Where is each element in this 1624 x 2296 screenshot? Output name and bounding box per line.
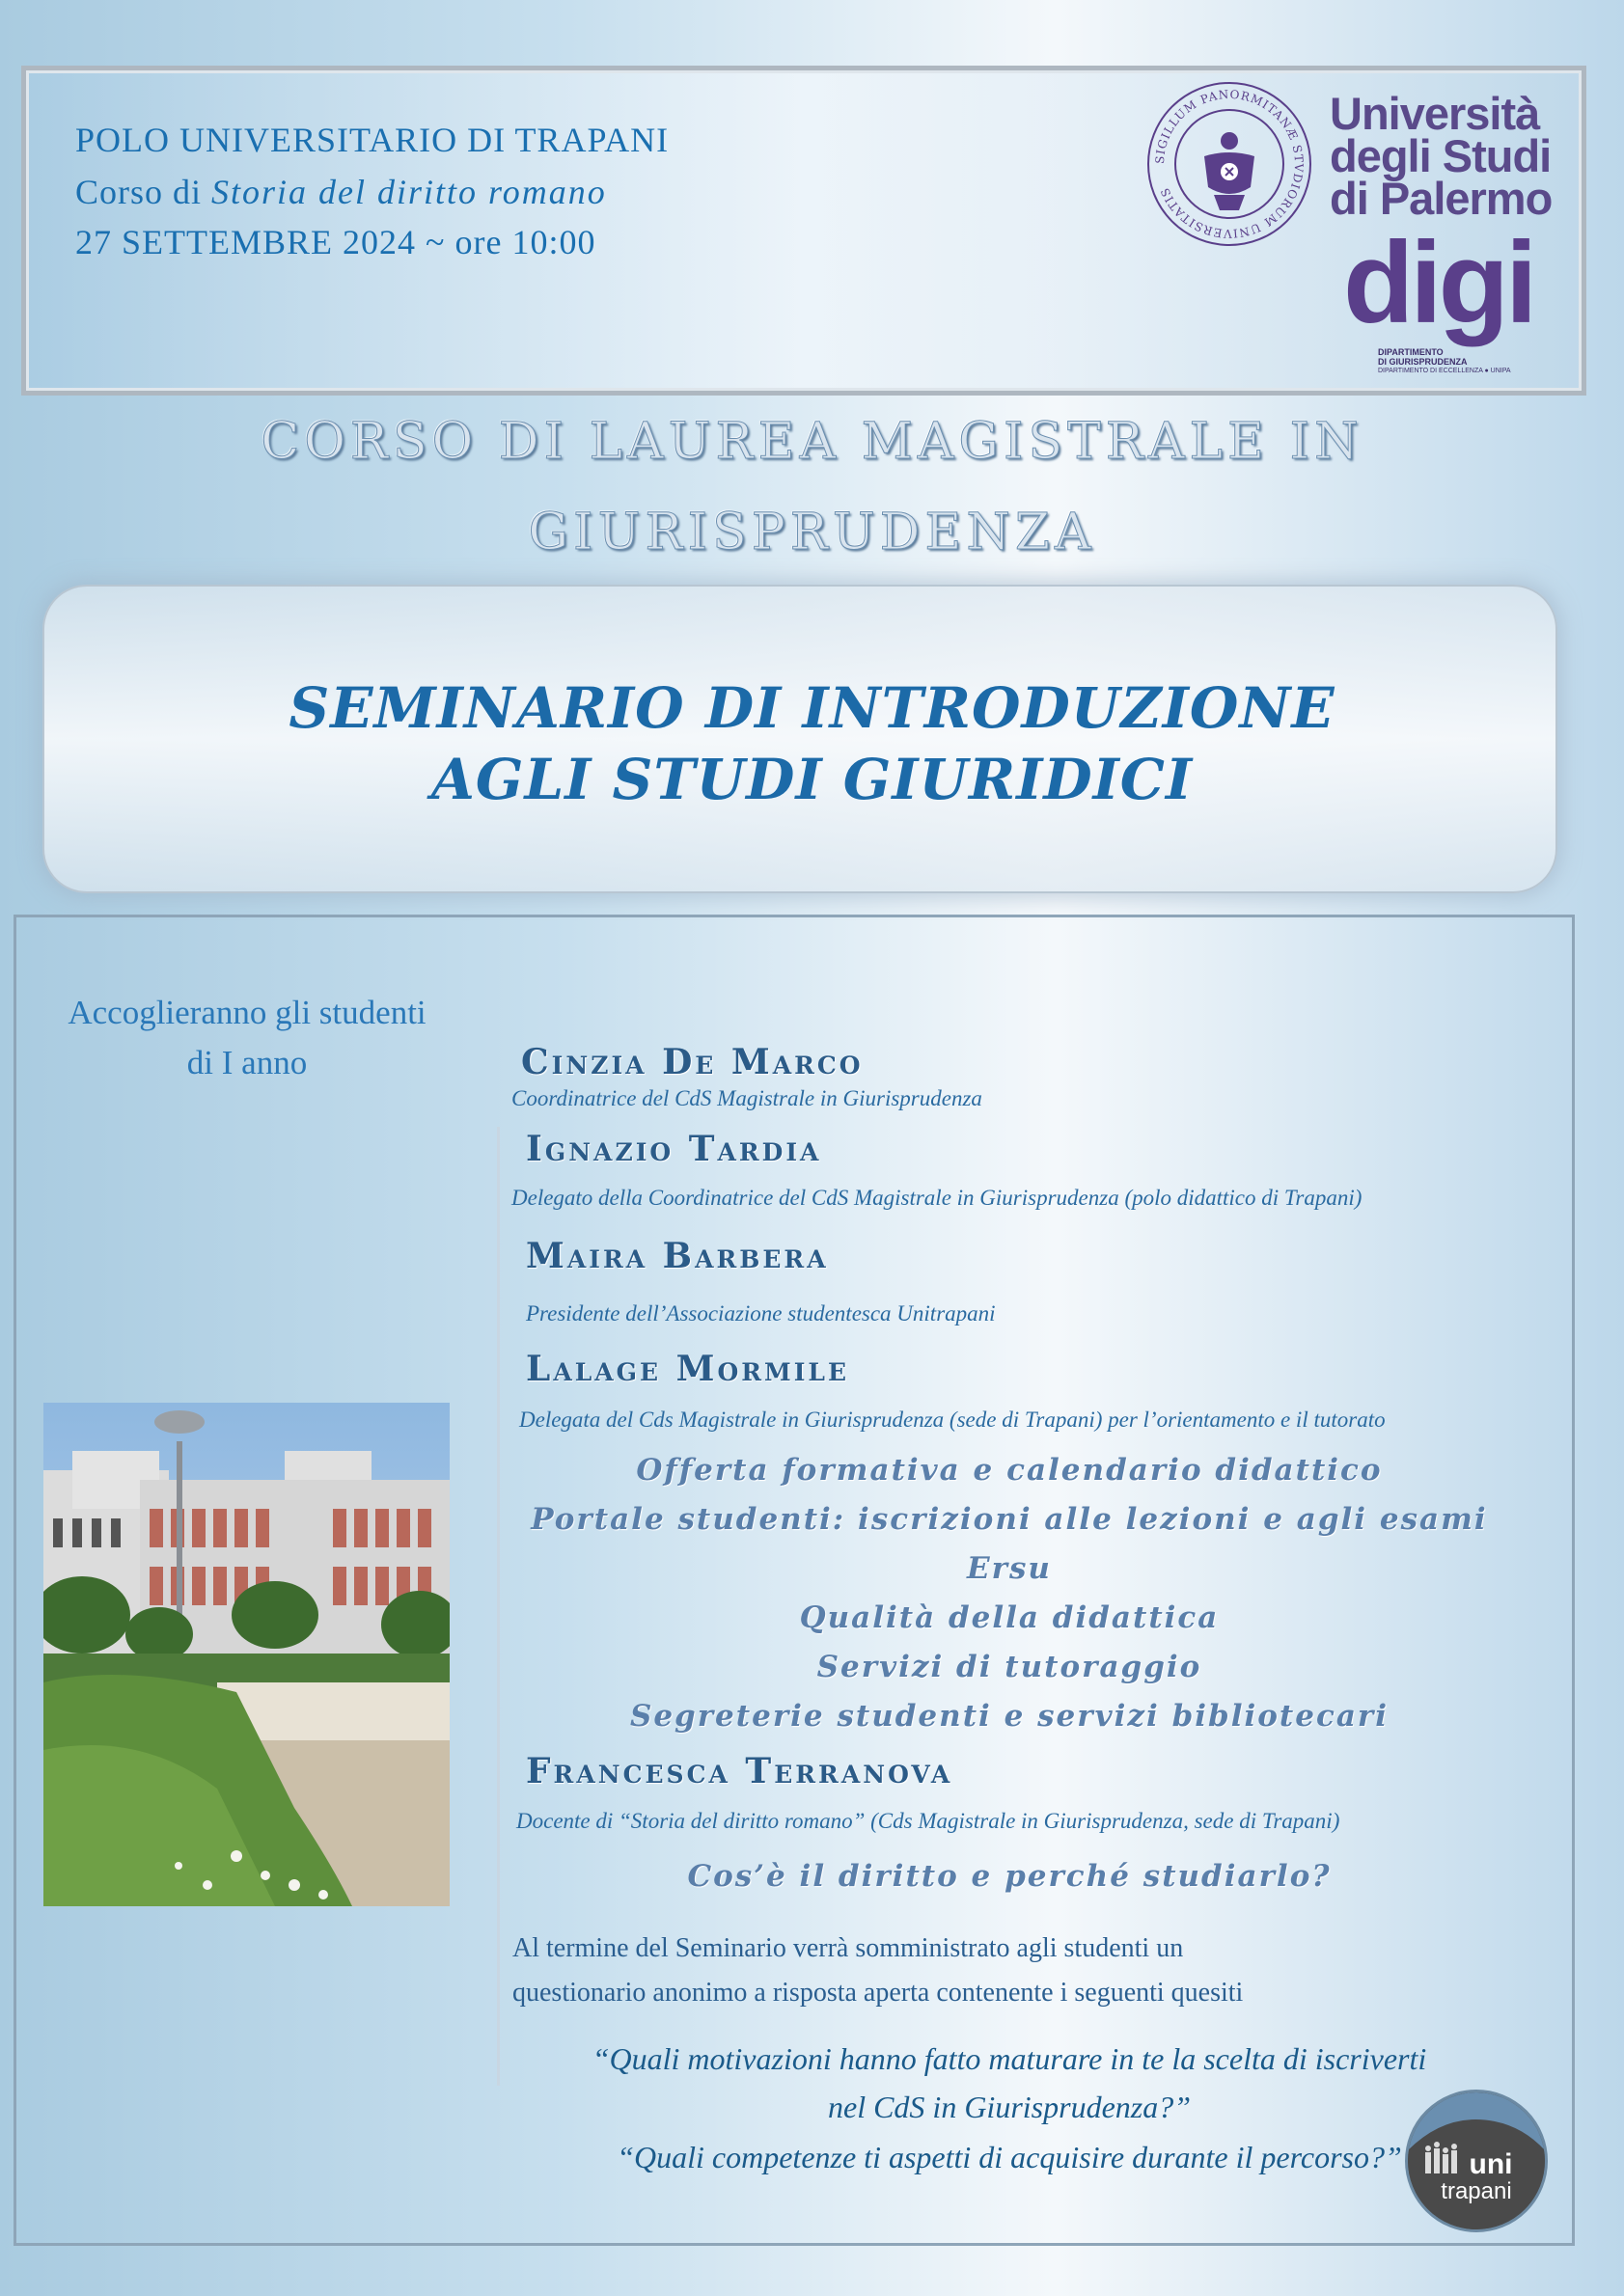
- topic-item: Servizi di tutoraggio: [816, 1650, 1202, 1684]
- speaker-name: Cinzia De Marco: [521, 1042, 864, 1082]
- topic-item: Ersu: [967, 1551, 1052, 1586]
- question-1-line-2: nel CdS in Giurisprudenza?”: [827, 2090, 1192, 2124]
- course-prefix: Corso di: [75, 173, 212, 211]
- unitrapani-logo-line-2: trapani: [1441, 2178, 1512, 2204]
- department-name-line-2: DI GIURISPRUDENZA: [1378, 357, 1468, 367]
- talk-title: Cos’è il diritto e perché studiarlo?: [687, 1859, 1332, 1894]
- department-excellence: DIPARTIMENTO DI ECCELLENZA ● UNIPA: [1378, 368, 1511, 374]
- seal-text: SIGILLUM PANORMITANÆ STVDIORUM UNIVERSITATIS: [1152, 87, 1307, 241]
- welcome-line-1: Accoglieranno gli studenti: [68, 994, 427, 1031]
- seminar-title-line-1: SEMINARIO DI INTRODUZIONE: [289, 675, 1335, 741]
- campus-building-photo: [43, 1403, 450, 1906]
- topic-item: Qualità della didattica: [799, 1600, 1220, 1635]
- speaker-name: Francesca Terranova: [526, 1751, 953, 1791]
- department-name: [1378, 347, 1468, 367]
- program-heading-line-2: GIURISPRUDENZA: [528, 504, 1096, 561]
- university-name: [1330, 88, 1553, 224]
- speaker-name: Lalage Mormile: [526, 1349, 850, 1389]
- speaker-name: Maira Barbera: [526, 1236, 829, 1276]
- speaker-role: Presidente dell’Associazione studentesca Unitrapani: [526, 1301, 996, 1326]
- department-name-line-1: DIPARTIMENTO: [1378, 347, 1444, 357]
- unitrapani-logo: [1405, 2090, 1548, 2232]
- seminar-title-line-2: AGLI STUDI GIURIDICI: [430, 747, 1194, 812]
- university-name-line-3: di Palermo: [1330, 173, 1553, 224]
- digi-logo: digi: [1343, 218, 1534, 347]
- speaker-role: Delegato della Coordinatrice del CdS Magistrale in Giurisprudenza (polo didattico di Trapani): [511, 1186, 1363, 1210]
- closing-text-line-1: Al termine del Seminario verrà somministrato agli studenti un: [512, 1933, 1184, 1963]
- course-name: Storia del diritto romano: [211, 173, 607, 211]
- question-2: “Quali competenze ti aspetti di acquisire durante il percorso?”: [617, 2140, 1402, 2174]
- program-heading-line-1: CORSO DI LAUREA MAGISTRALE IN: [261, 413, 1363, 471]
- topic-item: Portale studenti: iscrizioni alle lezioni e agli esami: [531, 1502, 1488, 1537]
- question-1-line-1: “Quali motivazioni hanno fatto maturare in te la scelta di iscriverti: [592, 2041, 1427, 2076]
- closing-text-line-2: questionario anonimo a risposta aperta contenente i seguenti quesiti: [512, 1978, 1244, 2008]
- topic-item: Segreterie studenti e servizi bibliotecari: [629, 1699, 1390, 1734]
- speaker-role: Docente di “Storia del diritto romano” (Cds Magistrale in Giurisprudenza, sede di Trapani): [516, 1809, 1340, 1833]
- campus-name: POLO UNIVERSITARIO DI TRAPANI: [75, 121, 670, 159]
- university-seal-logo: [1146, 81, 1312, 247]
- unitrapani-logo-line-1: uni: [1469, 2148, 1513, 2180]
- event-date: 27 SETTEMBRE 2024 ~ ore 10:00: [75, 223, 596, 261]
- speaker-role: Coordinatrice del CdS Magistrale in Giurisprudenza: [511, 1086, 982, 1110]
- welcome-text: [14, 988, 481, 1088]
- speaker-name: Ignazio Tardia: [526, 1129, 822, 1169]
- university-name-line-1: Università: [1330, 88, 1540, 139]
- course-line: [75, 172, 607, 212]
- university-name-line-2: degli Studi: [1330, 130, 1552, 181]
- speaker-role: Delegata del Cds Magistrale in Giurisprudenza (sede di Trapani) per l’orientamento e il tutorato: [519, 1408, 1386, 1432]
- welcome-line-2: di I anno: [186, 1044, 308, 1081]
- topic-item: Offerta formativa e calendario didattico: [636, 1453, 1383, 1488]
